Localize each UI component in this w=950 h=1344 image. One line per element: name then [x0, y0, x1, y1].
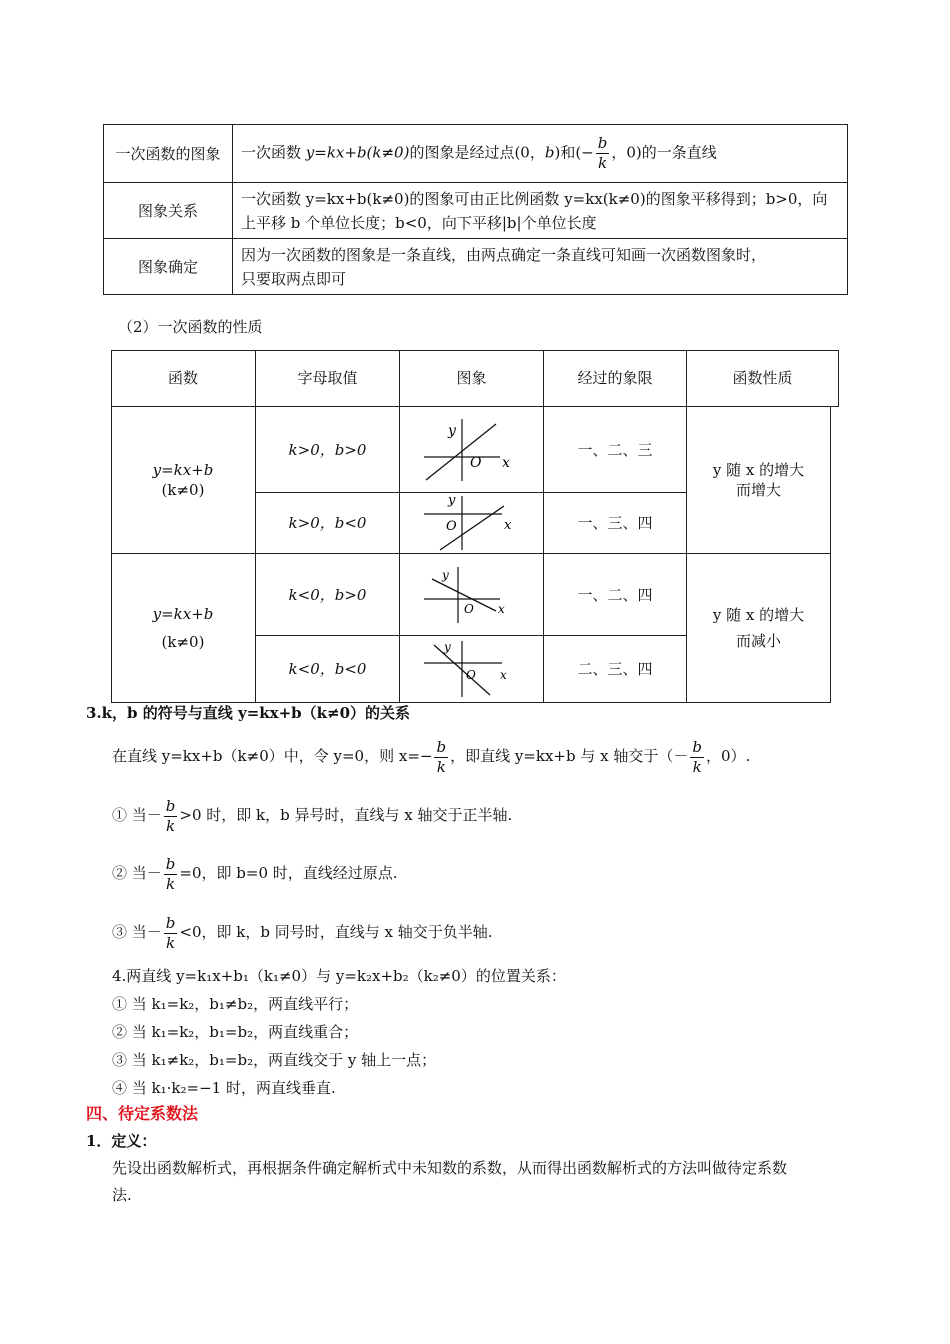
- fraction-b-over-k: $\frac{b}{k}$: [165, 854, 176, 893]
- row-head: 一次函数的图象: [104, 125, 233, 183]
- table-row: [104, 183, 848, 239]
- origin-label: O: [465, 668, 476, 682]
- function-cell: y=kx+b (k≠0): [111, 407, 256, 554]
- row-head: 图象确定: [104, 239, 233, 295]
- definition-text-line2: 法.: [112, 1186, 132, 1204]
- y-axis-label: y: [447, 494, 455, 508]
- fraction-b-over-k: $\frac{b}{k}$: [692, 737, 702, 776]
- fraction-b-over-k: $\frac{b}{k}$: [436, 737, 447, 776]
- graph-increasing-b-positive: [422, 415, 522, 485]
- x-axis-label: x: [499, 668, 507, 682]
- definition-title: 1．定义：: [86, 1132, 157, 1150]
- section4-title: 4.两直线 y=k₁x+b₁（k₁≠0）与 y=k₂x+b₂（k₂≠0）的位置关系：: [112, 967, 566, 985]
- header-property: 函数性质: [687, 350, 839, 407]
- quadrants-cell: 一、三、四: [544, 493, 687, 554]
- graph-cell: [400, 636, 544, 703]
- section4-item: ④ 当 k₁·k₂=−1 时，两直线垂直.: [112, 1079, 336, 1097]
- graph-increasing-b-negative: [422, 494, 522, 552]
- fraction-b-over-k: $\frac{b}{k}$: [165, 796, 176, 835]
- row-head: 图象关系: [104, 183, 233, 239]
- section3-item: ② 当－ $\frac{b}{k}$ =0，即 b=0 时，直线经过原点.: [112, 854, 398, 893]
- row-content: 因为一次函数的图象是一条直线，由两点确定一条直线可知画一次函数图象时， 只要取两点即可: [233, 239, 848, 295]
- property-cell: y 随 x 的增大 而减小: [687, 554, 831, 703]
- graph-decreasing-b-positive: [422, 563, 522, 627]
- quadrants-cell: 一、二、三: [544, 407, 687, 493]
- header-function: 函数: [111, 350, 256, 407]
- property-cell: y 随 x 的增大 而增大: [687, 407, 831, 554]
- section3-intro: 在直线 y=kx+b（k≠0）中，令 y=0，则 x=− $\frac{b}{k}$ ，即直线 y=kx+b 与 x 轴交于（－ $\frac{b}{k}$ ，0）.: [112, 737, 751, 776]
- table-row: [104, 239, 848, 295]
- section3-item: ① 当－ $\frac{b}{k}$ >0 时，即 k，b 异号时，直线与 x 轴交于正半轴.: [112, 796, 513, 835]
- row-content: 一次函数 y=kx+b(k≠0)的图象是经过点(0，b)和(− $\frac{b}{k}$ ，0)的一条直线: [233, 125, 848, 183]
- function-cell: y=kx+b (k≠0): [111, 554, 256, 703]
- condition-cell: k>0，b>0: [256, 407, 400, 493]
- header-quadrants: 经过的象限: [544, 350, 687, 407]
- origin-label: O: [469, 454, 481, 471]
- section3-item: ③ 当－ $\frac{b}{k}$ <0，即 k，b 同号时，直线与 x 轴交于负半轴.: [112, 913, 493, 952]
- condition-cell: k>0，b<0: [256, 493, 400, 554]
- quadrants-cell: 二、三、四: [544, 636, 687, 703]
- x-axis-label: x: [501, 454, 510, 471]
- y-axis-label: y: [443, 640, 451, 654]
- fraction-b-over-k: $\frac{b}{k}$: [597, 134, 608, 172]
- condition-cell: k<0，b<0: [256, 636, 400, 703]
- condition-cell: k<0，b>0: [256, 554, 400, 636]
- origin-label: O: [445, 519, 457, 534]
- graph-cell: [400, 493, 544, 554]
- section4-item: ① 当 k₁=k₂，b₁≠b₂，两直线平行；: [112, 995, 359, 1013]
- y-axis-label: y: [447, 422, 456, 439]
- section4-item: ② 当 k₁=k₂，b₁=b₂，两直线重合；: [112, 1023, 359, 1041]
- section3-title: 3.k，b 的符号与直线 y=kx+b（k≠0）的关系: [86, 704, 411, 722]
- definition-text-line1: 先设出函数解析式，再根据条件确定解析式中未知数的系数，从而得出函数解析式的方法叫做待定系数: [112, 1159, 788, 1177]
- origin-label: O: [463, 601, 474, 616]
- table-row: [104, 125, 848, 183]
- header-letter-values: 字母取值: [256, 350, 400, 407]
- graph-cell: [400, 407, 544, 493]
- heading-undetermined-coefficients: 四、待定系数法: [86, 1104, 199, 1123]
- linear-function-graph-table: [103, 124, 848, 295]
- graph-cell: [400, 554, 544, 636]
- section-subtitle: （2）一次函数的性质: [118, 318, 263, 336]
- header-graph: 图象: [400, 350, 544, 407]
- fraction-b-over-k: $\frac{b}{k}$: [165, 913, 176, 952]
- graph-decreasing-b-negative: [422, 639, 522, 699]
- x-axis-label: x: [503, 518, 511, 533]
- quadrants-cell: 一、二、四: [544, 554, 687, 636]
- y-axis-label: y: [441, 567, 449, 582]
- section4-item: ③ 当 k₁≠k₂，b₁=b₂，两直线交于 y 轴上一点；: [112, 1051, 437, 1069]
- row-content: 一次函数 y=kx+b(k≠0)的图象可由正比例函数 y=kx(k≠0)的图象平移得到；b>0，向 上平移 b 个单位长度；b<0，向下平移|b|个单位长度: [233, 183, 848, 239]
- x-axis-label: x: [497, 601, 505, 616]
